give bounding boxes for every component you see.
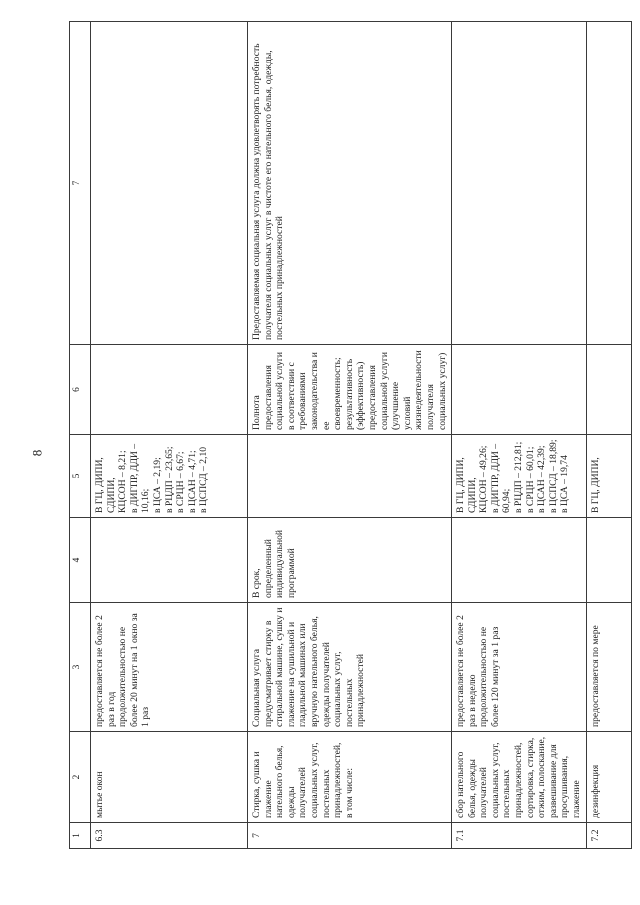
service-term	[452, 518, 587, 603]
tariff-line: в ЦСАН – 42,39;	[536, 445, 548, 513]
service-result	[586, 22, 631, 345]
tariff-line: В ГЦ, ДИПИ,	[94, 457, 105, 513]
tariff-line: в РЦДП – 212,81;	[513, 441, 525, 513]
tariff-line: в ЦСАН – 4,71;	[186, 450, 198, 513]
tariff-line: КЦСОН – 8,21;	[117, 450, 129, 513]
service-name: сбор нательного белья, одежды получателей социальных услуг, постельных принадлежностей, сортировка, стирка, отжим, полоскание, развешивание для просушивания, глажение	[452, 732, 587, 823]
table-row	[248, 22, 452, 849]
table-row	[452, 22, 587, 849]
tariff-line: 10,16;	[140, 488, 152, 513]
service-description: Социальная услуга предусматривает стирку в стиральной машине, сушку и глажение на сушильной и гладильной машинах или вручную нательного белья, одежды получателей социальных услуг, постельных принадлежностей	[248, 603, 452, 732]
service-description: предоставляется не более 2 раз в неделю продолжительностью не более 120 минут за 1 раз	[452, 603, 587, 732]
tariff-line: в СРЦН – 6,67;	[175, 451, 187, 513]
tariff-line: в ДИГПР, ДДИ –	[489, 443, 501, 513]
table-row	[91, 22, 248, 849]
service-term: В срок, определенный индивидуальной программой	[248, 518, 452, 603]
table-row	[586, 22, 631, 849]
header-col-1: 1	[70, 823, 91, 849]
service-result	[91, 22, 248, 345]
service-tariffs	[586, 435, 631, 518]
tariff-line: СДИПИ,	[105, 477, 117, 513]
row-number: 6.3	[91, 823, 248, 849]
service-result: Предоставляемая социальная услуга должна удовлетворять потребность получателя социальных услуг в чистоте его нательного белья, одежды, постельных принадлежностей	[248, 22, 452, 345]
header-col-4: 4	[70, 518, 91, 603]
service-criteria	[91, 345, 248, 435]
header-col-2: 2	[70, 732, 91, 823]
tariff-line: в ДИГПР, ДДИ –	[128, 443, 140, 513]
service-criteria: Полнота предоставления социальной услуги в соответствии с требованиями законодательства и ее своевременность; результативность (эффективность) предоставления социальной услуги (улучшение условий жизнедеятельности получателя социальных услуг)	[248, 345, 452, 435]
header-col-5: 5	[70, 435, 91, 518]
service-description: предоставляется не более 2 раз в год продолжительностью не более 20 минут на 1 окно за 1 раз	[91, 603, 248, 732]
tariff-line: 60,94;	[501, 488, 513, 513]
service-criteria	[586, 345, 631, 435]
tariff-line: КЦСОН – 49,26;	[478, 445, 490, 513]
tariff-line: в ЦСА – 19,74	[559, 455, 571, 513]
service-name: Стирка, сушка и глажение нательного белья, одежды получателей социальных услуг, постельных принадлежностей, в том числе:	[248, 732, 452, 823]
tariff-line: в ЦСПСД – 18,89;	[547, 439, 559, 513]
tariff-line: В ГЦ, ДИПИ,	[455, 457, 467, 513]
tariff-line: в ЦСПСД – 2,10	[198, 446, 210, 513]
header-col-3: 3	[70, 603, 91, 732]
header-col-7: 7	[70, 22, 91, 345]
tariff-line: СДИПИ,	[466, 477, 478, 513]
service-tariffs	[91, 435, 248, 518]
row-number: 7	[248, 823, 452, 849]
row-number: 7.1	[452, 823, 587, 849]
service-criteria	[452, 345, 587, 435]
tariff-line: в РЦДП – 23,65;	[163, 446, 175, 513]
service-term	[586, 518, 631, 603]
tariff-line: В ГЦ, ДИПИ,	[589, 457, 601, 513]
service-result	[452, 22, 587, 345]
service-term	[91, 518, 248, 603]
tariff-line: в СРЦН – 60,01;	[524, 446, 536, 513]
tariff-line: в ЦСА – 2,19;	[151, 457, 163, 513]
service-name: мытье окон	[91, 732, 248, 823]
services-table	[69, 21, 632, 849]
service-description: предоставляется по мере	[586, 603, 631, 732]
page-number: 8	[29, 449, 45, 457]
row-number: 7.2	[586, 823, 631, 849]
service-tariffs	[248, 435, 452, 518]
header-col-6: 6	[70, 345, 91, 435]
service-tariffs	[452, 435, 587, 518]
service-name: дезинфекция	[586, 732, 631, 823]
header-row	[70, 22, 91, 849]
rotated-page	[69, 43, 609, 849]
